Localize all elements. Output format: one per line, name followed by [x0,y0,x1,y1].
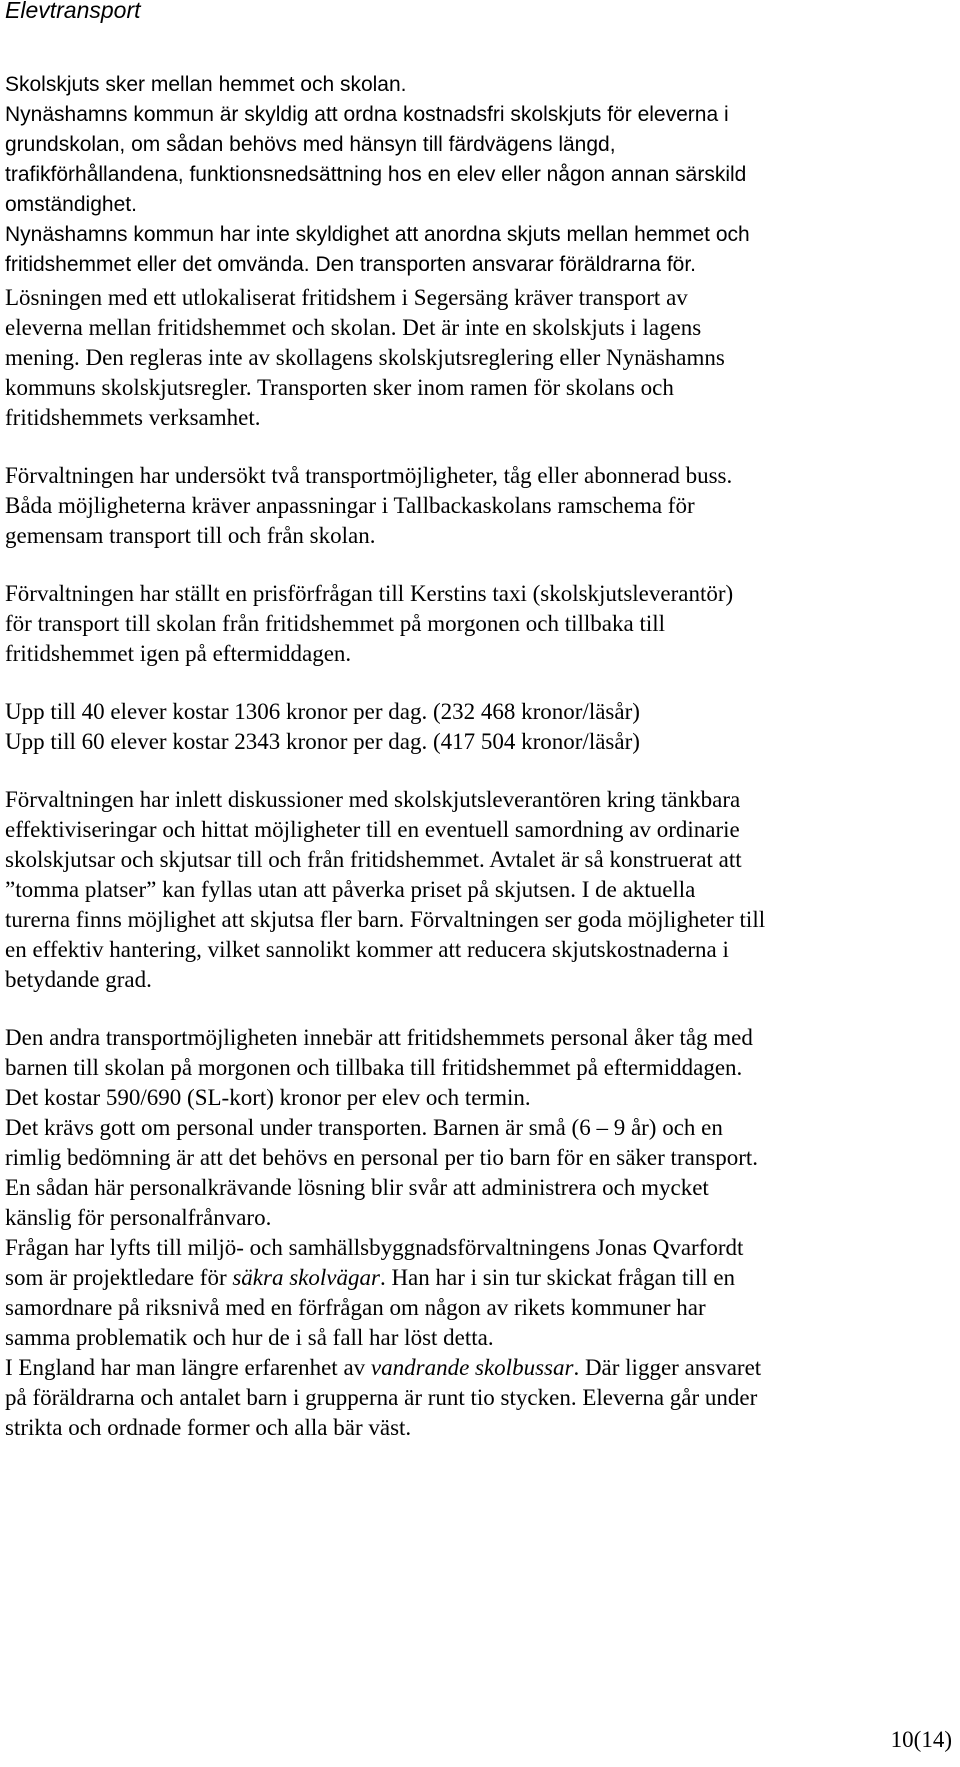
text-line: Förvaltningen har undersökt två transportmöjligheter, tåg eller abonnerad buss. [5,463,733,488]
text-line: Det kostar 590/690 (SL-kort) kronor per elev och termin. [5,1085,531,1110]
text-line: Förvaltningen har ställt en prisförfrågan till Kerstins taxi (skolskjutsleverantör) [5,581,734,606]
intro-line: grundskolan, om sådan behövs med hänsyn till färdvägens längd, [5,133,616,156]
cost-line: Upp till 40 elever kostar 1306 kronor per dag. (232 468 kronor/läsår) [5,699,640,724]
text-segment: I England har man längre erfarenhet av [5,1355,371,1380]
text-line: Den andra transportmöjligheten innebär att fritidshemmets personal åker tåg med [5,1025,753,1050]
text-line-with-italic [5,1263,955,1293]
text-line: Det krävs gott om personal under transporten. Barnen är små (6 – 9 år) och en [5,1115,723,1140]
paragraph-gap [5,669,955,697]
intro-line: fritidshemmet eller det omvända. Den transporten ansvarar föräldrarna för. [5,253,697,276]
intro-line: Skolskjuts sker mellan hemmet och skolan. [5,73,407,96]
intro-line: trafikförhållandena, funktionsnedsättning hos en elev eller någon annan särskild [5,163,747,186]
text-line: samma problematik och hur de i så fall har löst detta. [5,1325,494,1350]
text-line: en effektiv hantering, vilket sannolikt kommer att reducera skjutskostnaderna i [5,937,729,962]
text-line: rimlig bedömning är att det behövs en personal per tio barn för en säker transport. [5,1145,759,1170]
text-line: samordnare på riksnivå med en förfrågan om någon av rikets kommuner har [5,1295,706,1320]
text-segment: . Där ligger ansvaret [573,1355,762,1380]
text-line: ”tomma platser” kan fyllas utan att påverka priset på skjutsen. I de aktuella [5,877,696,902]
text-line: Frågan har lyfts till miljö- och samhällsbyggnadsförvaltningens Jonas Qvarfordt [5,1235,744,1260]
cost-line: Upp till 60 elever kostar 2343 kronor per dag. (417 504 kronor/läsår) [5,729,640,754]
intro-line: Nynäshamns kommun har inte skyldighet att anordna skjuts mellan hemmet och [5,223,750,246]
text-segment: som är projektledare för [5,1265,233,1290]
intro-line: Nynäshamns kommun är skyldig att ordna kostnadsfri skolskjuts för eleverna i [5,103,729,126]
text-line: eleverna mellan fritidshemmet och skolan. Det är inte en skolskjuts i lagens [5,315,702,340]
text-line: En sådan här personalkrävande lösning blir svår att administrera och mycket [5,1175,709,1200]
paragraph-price-request [5,579,955,669]
text-line: gemensam transport till och från skolan. [5,523,376,548]
italic-term-walking-school-buses: vandrande skolbussar [370,1355,574,1380]
text-line: strikta och ordnade former och alla bär väst. [5,1415,412,1440]
text-line: för transport till skolan från fritidshemmet på morgonen och tillbaka till [5,611,666,636]
text-line: Båda möjligheterna kräver anpassningar i Tallbackaskolans ramschema för [5,493,695,518]
text-line: skolskjutsar och skjutsar till och från fritidshemmet. Avtalet är så konstruerat att [5,847,742,872]
text-line-with-italic [5,1353,955,1383]
document-body [5,283,955,1443]
text-line: kommuns skolskjutsregler. Transporten sker inom ramen för skolans och [5,375,674,400]
paragraph-transport-options [5,461,955,551]
text-line: betydande grad. [5,967,152,992]
paragraph-gap [5,995,955,1023]
paragraph-gap [5,433,955,461]
text-line: effektiviseringar och hittat möjligheter till en eventuell samordning av ordinarie [5,817,740,842]
paragraph-costs [5,697,955,757]
intro-section [5,70,955,280]
text-line: mening. Den regleras inte av skollagens skolskjutsreglering eller Nynäshamns [5,345,725,370]
text-line: på föräldrarna och antalet barn i grupperna är runt tio stycken. Eleverna går under [5,1385,758,1410]
paragraph-train-option [5,1023,955,1443]
page-number: 10(14) [890,1727,952,1752]
paragraph-gap [5,757,955,785]
paragraph-fritidshem-segersang [5,283,955,433]
paragraph-gap [5,551,955,579]
italic-term-safe-school-routes: säkra skolvägar [232,1265,380,1290]
paragraph-discussions [5,785,955,995]
text-line: fritidshemmets verksamhet. [5,405,261,430]
text-line: fritidshemmet igen på eftermiddagen. [5,641,352,666]
intro-line: omständighet. [5,193,137,216]
text-line: barnen till skolan på morgonen och tillbaka till fritidshemmet på eftermiddagen. [5,1055,743,1080]
text-segment: . Han har i sin tur skickat frågan till en [379,1265,736,1290]
text-line: känslig för personalfrånvaro. [5,1205,272,1230]
text-line: Förvaltningen har inlett diskussioner med skolskjutsleverantören kring tänkbara [5,787,741,812]
text-line: turerna finns möjlighet att skjutsa fler barn. Förvaltningen ser goda möjligheter till [5,907,766,932]
text-line: Lösningen med ett utlokaliserat fritidshem i Segersäng kräver transport av [5,285,688,310]
page-header-title: Elevtransport [5,0,141,23]
